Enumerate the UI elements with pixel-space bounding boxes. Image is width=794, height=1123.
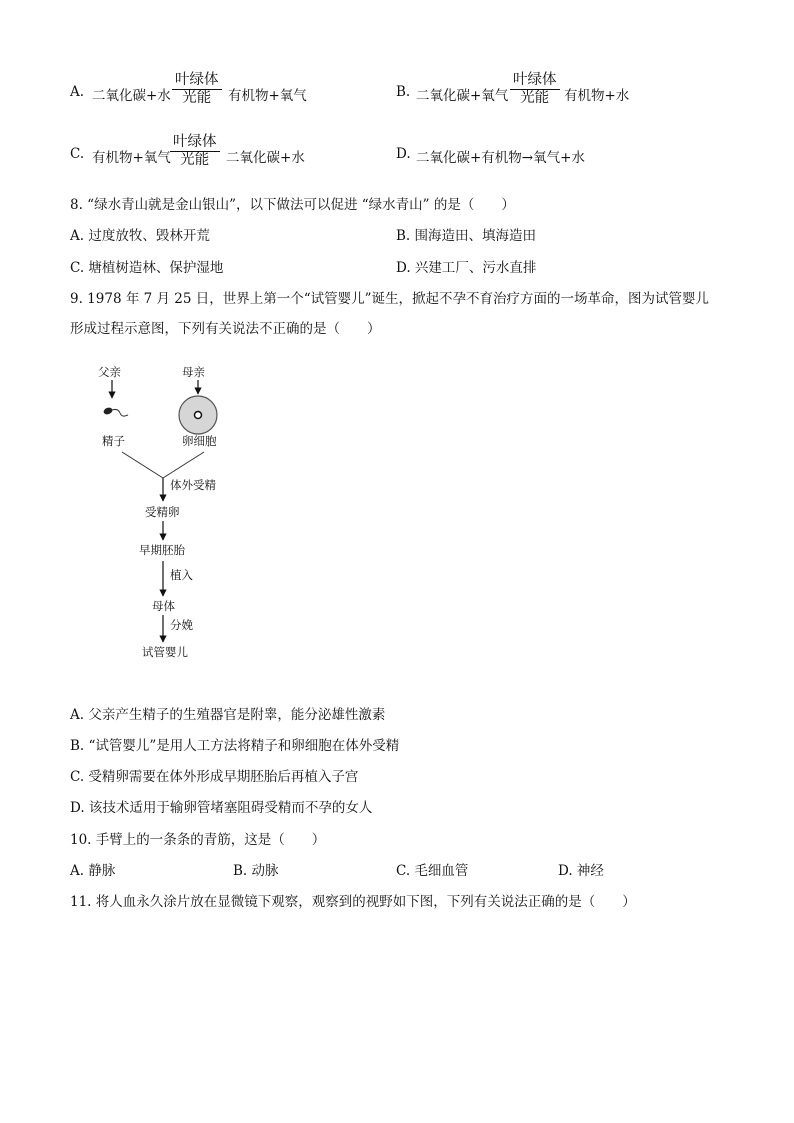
step-implantation: 植入 [170,568,193,582]
test-tube-baby-label: 试管婴儿 [142,645,188,659]
q9-stem-line2: 形成过程示意图，下列有关说法不正确的是（ ） [70,321,381,337]
q7-option-b-letter: B. [396,84,411,100]
sperm-label: 精子 [102,434,125,448]
q9-option-c: C. 受精卵需要在体外形成早期胚胎后再植入子宫 [70,769,359,785]
q7-option-a-letter: A. [70,84,85,100]
early-embryo-label: 早期胚胎 [139,543,185,557]
condition-bottom: 光能 [180,152,210,168]
zygote-label: 受精卵 [145,505,180,519]
sperm-icon [103,406,128,416]
condition-bottom: 光能 [520,90,550,106]
mother-label: 母亲 [182,365,205,379]
condition-top: 叶绿体 [170,134,220,152]
ivf-process-diagram [90,358,240,660]
egg-cell-icon [179,396,217,434]
q8-option-a: A. 过度放牧、毁林开荒 [70,228,210,244]
father-label: 父亲 [98,365,121,379]
step-delivery: 分娩 [170,618,193,632]
condition-top: 叶绿体 [172,72,222,90]
q8-option-c: C. 塘植树造林、保护湿地 [70,260,224,276]
q10-stem: 10. 手臂上的一条条的青筋，这是（ ） [70,832,326,848]
q7-option-b-condition [510,72,560,107]
q10-option-d: D. 神经 [558,863,604,879]
maternal-body-label: 母体 [152,599,175,613]
q7-option-c-products: 二氧化碳+水 [226,150,305,166]
q9-option-a: A. 父亲产生精子的生殖器官是附睾，能分泌雄性激素 [70,707,386,723]
step-in-vitro-fertilization: 体外受精 [170,478,216,492]
condition-bottom: 光能 [182,90,212,106]
egg-merge-line [163,452,204,478]
q7-option-b-products: 有机物+水 [564,88,630,104]
q9-option-b: B. “试管婴儿”是用人工方法将精子和卵细胞在体外受精 [70,738,400,754]
q7-option-d-letter: D. [396,146,411,162]
q7-option-a-reactants: 二氧化碳+水 [92,88,171,104]
q7-option-c-condition [170,134,220,169]
q10-option-a: A. 静脉 [70,863,116,879]
q7-option-d-text: 二氧化碳+有机物→氧气+水 [416,150,585,166]
q7-option-a-products: 有机物+氧气 [228,88,307,104]
egg-label: 卵细胞 [182,434,217,448]
q7-option-c-reactants: 有机物+氧气 [92,150,171,166]
q9-option-d: D. 该技术适用于输卵管堵塞阻碍受精而不孕的女人 [70,800,373,816]
condition-top: 叶绿体 [510,72,560,90]
q7-option-b-reactants: 二氧化碳+氧气 [416,88,509,104]
q11-stem: 11. 将人血永久涂片放在显微镜下观察，观察到的视野如下图，下列有关说法正确的是（ ） [70,894,636,910]
sperm-merge-line [122,452,163,478]
q8-stem: 8. “绿水青山就是金山银山”，以下做法可以促进 “绿水青山” 的是（ ） [70,197,515,213]
q7-option-c-letter: C. [70,146,85,162]
q8-option-d: D. 兴建工厂、污水直排 [396,260,537,276]
q10-option-c: C. 毛细血管 [396,863,469,879]
q10-option-b: B. 动脉 [233,863,279,879]
q8-option-b: B. 围海造田、填海造田 [396,228,537,244]
q7-option-a-condition [172,72,222,107]
q9-stem-line1: 9. 1978 年 7 月 25 日，世界上第一个“试管婴儿”诞生，掀起不孕不育治疗方面的一场革命，图为试管婴儿 [70,291,710,307]
